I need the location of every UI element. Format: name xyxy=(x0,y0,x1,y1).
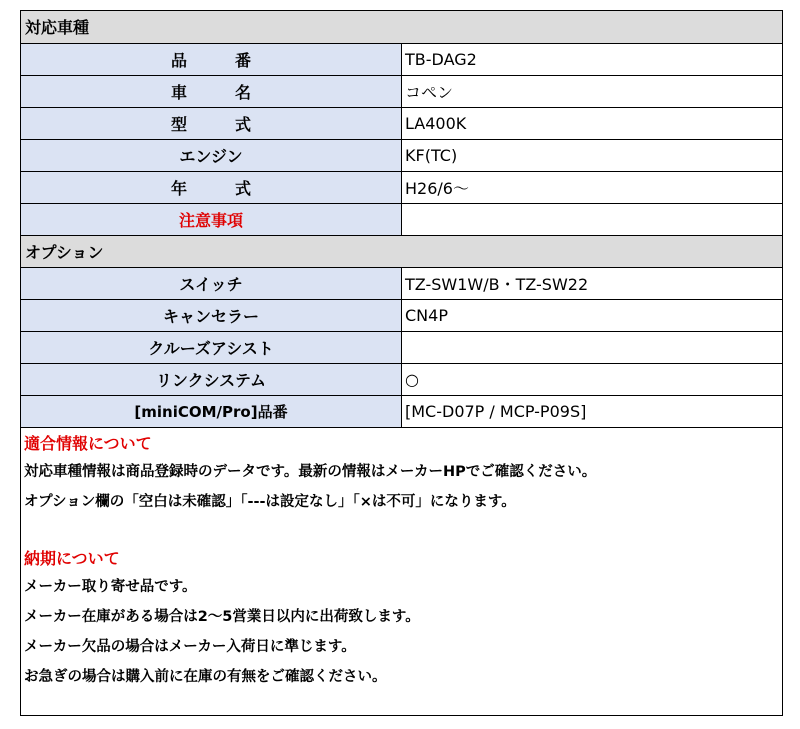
option-section-title: オプション xyxy=(21,235,782,267)
label-text: 型 式 xyxy=(170,114,267,134)
table-row xyxy=(21,43,782,75)
label-text: 品 番 xyxy=(170,50,267,70)
table-row xyxy=(21,171,782,203)
cruise-assist-value xyxy=(402,331,783,363)
notes-section xyxy=(21,428,782,692)
label-text: 車 名 xyxy=(170,82,267,102)
car-name-label xyxy=(21,75,402,107)
part-number-label xyxy=(21,43,402,75)
compat-info-heading: 適合情報について xyxy=(24,433,152,453)
model-code-label xyxy=(21,107,402,139)
minicom-part-label xyxy=(21,395,402,427)
canceller-value: CN4P xyxy=(402,299,783,331)
canceller-label: キャンセラー xyxy=(21,299,402,331)
label-text: 年 式 xyxy=(170,178,267,198)
note-line: メーカー欠品の場合はメーカー入荷日に準じます。 xyxy=(24,638,356,655)
spec-table xyxy=(21,11,782,428)
model-year-label xyxy=(21,171,402,203)
cruise-assist-label: クルーズアシスト xyxy=(21,331,402,363)
table-row xyxy=(21,267,782,299)
note-line: オプション欄の「空白は未確認」「---は設定なし」「×は不可」になります。 xyxy=(24,493,516,510)
link-system-value: ○ xyxy=(402,363,783,395)
table-row xyxy=(21,395,782,427)
note-line: お急ぎの場合は購入前に在庫の有無をご確認ください。 xyxy=(24,668,387,685)
table-row xyxy=(21,75,782,107)
note-line: メーカー取り寄せ品です。 xyxy=(24,578,197,595)
switch-value: TZ-SW1W/B・TZ-SW22 xyxy=(402,267,783,299)
delivery-heading: 納期について xyxy=(24,548,120,568)
car-name-value: コペン xyxy=(402,75,783,107)
model-code-value: LA400K xyxy=(402,107,783,139)
note-line: メーカー在庫がある場合は2～5営業日以内に出荷致します。 xyxy=(24,608,420,625)
link-system-label: リンクシステム xyxy=(21,363,402,395)
table-row xyxy=(21,363,782,395)
vehicle-section-title: 対応車種 xyxy=(21,11,782,43)
caution-label: 注意事項 xyxy=(21,203,402,235)
compatibility-sheet xyxy=(20,10,783,716)
engine-label: エンジン xyxy=(21,139,402,171)
minicom-part-value: [MC-D07P / MCP-P09S] xyxy=(402,395,783,427)
label-text: [miniCOM/Pro]品番 xyxy=(134,402,288,421)
note-line: 対応車種情報は商品登録時のデータです。最新の情報はメーカーHPでご確認ください。 xyxy=(24,463,597,480)
section-row xyxy=(21,235,782,267)
model-year-value: H26/6～ xyxy=(402,171,783,203)
table-row xyxy=(21,203,782,235)
caution-value xyxy=(402,203,783,235)
table-row xyxy=(21,299,782,331)
table-row xyxy=(21,107,782,139)
engine-value: KF(TC) xyxy=(402,139,783,171)
section-row xyxy=(21,11,782,43)
table-row xyxy=(21,139,782,171)
spacer xyxy=(24,517,778,545)
table-row xyxy=(21,331,782,363)
part-number-value: TB-DAG2 xyxy=(402,43,783,75)
switch-label: スイッチ xyxy=(21,267,402,299)
